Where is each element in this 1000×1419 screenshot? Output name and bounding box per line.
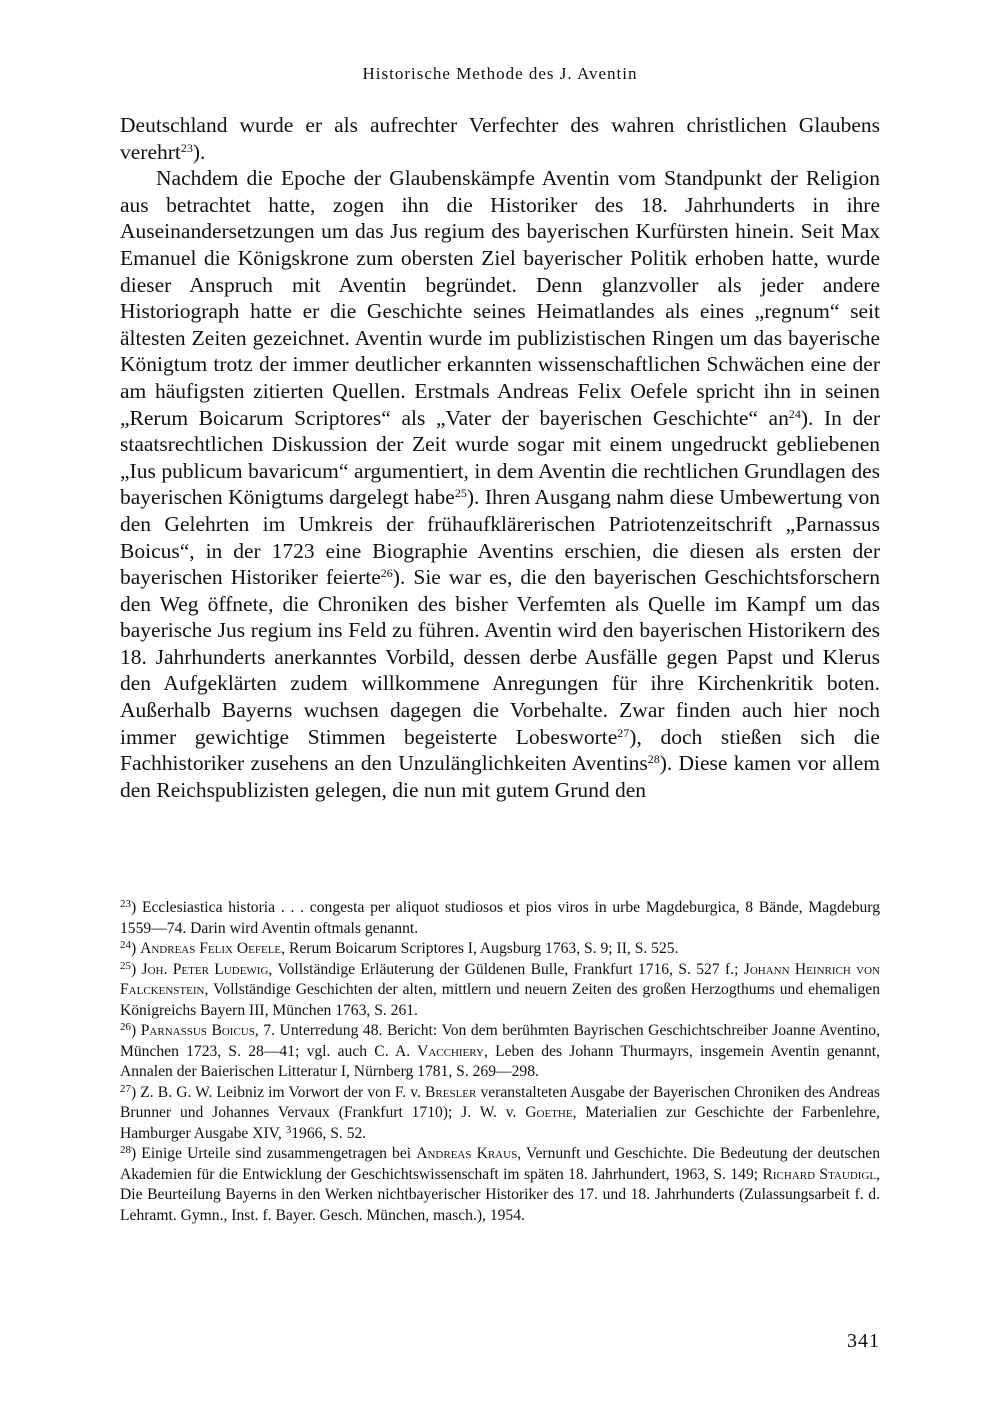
text-run: ). In der staatsrechtlichen Diskussion der Zeit wurde sogar mit einem ungedruckt gebliebenen „Ius publicum bavaricum“ argumentiert, in dem Aventin die rechtlichen Grundlagen des bayerischen Königtums dargelegt habe [120,405,880,510]
text-run: Deutschland wurde er als aufrechter Verfechter des wahren christlichen Glaubens verehrt [120,113,880,164]
footnote-paren: ) [131,960,142,978]
footnote-text: 1966, S. 52. [291,1124,367,1142]
footnote-paren: ) [131,940,141,957]
footnote-text: , Leben des Johann Thurmayrs, insgemein Aventin genannt, Annalen der Baierischen Litteratur I, Nürnberg 1781, S. 269—298. [120,1042,880,1080]
page-number: 341 [847,1330,880,1352]
main-text [120,112,880,803]
paragraph-1 [120,112,880,165]
text-run: Nachdem die Epoche der Glaubenskämpfe Aventin vom Standpunkt der Religion aus betrachtet hatte, zogen ihn die Historiker des 18. Jahrhunderts in ihre Auseinandersetzungen um das Jus regium des bayerischen Kurfürsten hinein. Seit Max Emanuel die Königskrone zum obersten Ziel bayerischer Politik erhoben hatte, wurde dieser Anspruch mit Aventin begründet. Denn glanzvoller als jeder andere Historiograph hatte er die Geschichte seines Heimatlandes als eines „regnum“ seit ältesten Zeiten gezeichnet. Aventin wurde im publizistischen Ringen um das bayerische Königtum trotz der immer deutlicher erkannten wissenschaftlichen Schwächen eine der am häufigsten zitierten Quellen. Erstmals Andreas Felix Oefele spricht ihn in seinen „Rerum Boicarum Scriptores“ als „Vater der bayerischen Geschichte“ an [120,166,880,430]
running-header: Historische Methode des J. Aventin [362,64,638,83]
footnote-27 [120,1083,880,1145]
footnote-text: ) Einige Urteile sind zusammengetragen bei [131,1145,417,1162]
footnote-26 [120,1021,880,1083]
footnote-text: , Rerum Boicarum Scriptores I, Augsburg 1763, S. 9; II, S. 525. [281,940,679,957]
text-run: ). Diese kamen vor allem den Reichspublizisten gelegen, die nun mit gutem Grund den [120,751,880,802]
footnote-number: 25 [120,959,131,972]
footnote-text: , Materialien zur Geschichte der Farbenlehre, Hamburger Ausgabe XIV, [120,1104,880,1142]
footnote-author: Richard Staudigl [762,1165,877,1183]
footnote-author: Goethe [525,1104,573,1121]
footnote-23 [120,898,880,939]
footnote-author: Parnassus Boicus [140,1022,255,1039]
text-run: ). [192,139,206,164]
footnote-text: , 7. Unterredung 48. Bericht: Von dem berühmten Bayrischen Geschichtschreiber Joanne Aventino, München 1723, S. 28—41; vgl. auch [120,1022,880,1060]
footnote-number: 24 [120,939,131,951]
footnote-ref-27[interactable]: 27 [617,725,630,740]
footnote-text: , Vollständige Geschichten der alten, mittlern und neuern Zeiten des großen Herzogthums und ehemaligen Königreichs Bayern III, München 1763, S. 261. [120,981,880,1019]
footnote-ref-25[interactable]: 25 [454,486,467,501]
footnote-ref-24[interactable]: 24 [788,406,801,421]
footnote-number: 28 [120,1144,131,1156]
paragraph-2 [120,165,880,803]
text-run: ). Ihren Ausgang nahm diese Umbewertung von den Gelehrten im Umkreis der frühaufklärerischen Patriotenzeitschrift „Parnassus Boicus“, in der 1723 eine Biographie Aventins erschien, die diesen als ersten der bayerischen Historiker feierte [120,485,880,590]
edition-number: 3 [285,1123,292,1136]
footnote-25 [120,960,880,1022]
footnote-text: ) Ecclesiastica historia . . . congesta per aliquot studiosos et pios viros in urbe Magdeburgica, 8 Bände, Magdeburg 1559—74. Darin wird Aventin oftmals genannt. [120,899,880,937]
footnote-ref-23[interactable]: 23 [180,140,193,155]
text-run: ). Sie war es, die den bayerischen Geschichtsforschern den Weg öffnete, die Chroniken des bisher Verfemten als Quelle im Kampf um das bayerische Jus regium ins Feld zu führen. Aventin wird den bayerischen Historikern des 18. Jahrhunderts anerkanntes Vorbild, dessen derbe Ausfälle gegen Papst und Klerus den Aufgeklärten zudem willkommene Anregungen für ihre Kirchenkritik boten. Außerhalb Bayerns wuchsen dagegen die Vorbehalte. Zwar finden auch hier noch immer gewichtige Stimmen begeisterte Lobesworte [120,565,880,749]
footnote-paren: ) [131,1022,141,1039]
footnote-author: Bresler [425,1083,477,1101]
footnote-number: 27 [120,1082,131,1095]
footnote-text: veranstalteten Ausgabe der Bayerischen Chroniken des Andreas Brunner und Johannes Vervaux (Frankfurt 1710); J. W. v. [120,1083,880,1121]
footnote-number: 26 [120,1021,131,1033]
footnote-number: 23 [120,898,131,910]
text-run: ), doch stießen sich die Fachhistoriker zusehens an den Unzulänglichkeiten Aventins [120,724,880,776]
footnote-text: , Die Beurteilung Bayerns in den Werken nichtbayerischer Historiker des 17. und 18. Jahrhunderts (Zulassungsarbeit f. d. Lehramt. Gymn., Inst. f. Bayer. Gesch. München, masch.), 1954. [120,1165,880,1224]
footnote-text: , Vollständige Erläuterung der Güldenen Bulle, Frankfurt 1716, S. 527 f.; [268,960,744,978]
footnote-ref-26[interactable]: 26 [380,566,393,581]
footnote-author: Andreas Felix Oefele [140,940,282,957]
footnote-28 [120,1144,880,1226]
footnote-24 [120,939,880,960]
footnote-author: Andreas Kraus [416,1145,518,1162]
footnote-author: C. A. Vacchiery [374,1042,484,1060]
footnote-text: , Vernunft und Geschichte. Die Bedeutung der deutschen Akademien für die Entwicklung der Geschichtswissenschaft im späten 18. Jahrhundert, 1963, S. 149; [120,1145,880,1183]
footnote-author: Johann Heinrich von Falckenstein [120,960,880,998]
footnote-ref-28[interactable]: 28 [647,752,660,767]
footnotes [120,898,880,1226]
footnote-author: Joh. Peter Ludewig [141,960,269,978]
footnote-text: ) Z. B. G. W. Leibniz im Vorwort der von F. v. [131,1083,426,1101]
